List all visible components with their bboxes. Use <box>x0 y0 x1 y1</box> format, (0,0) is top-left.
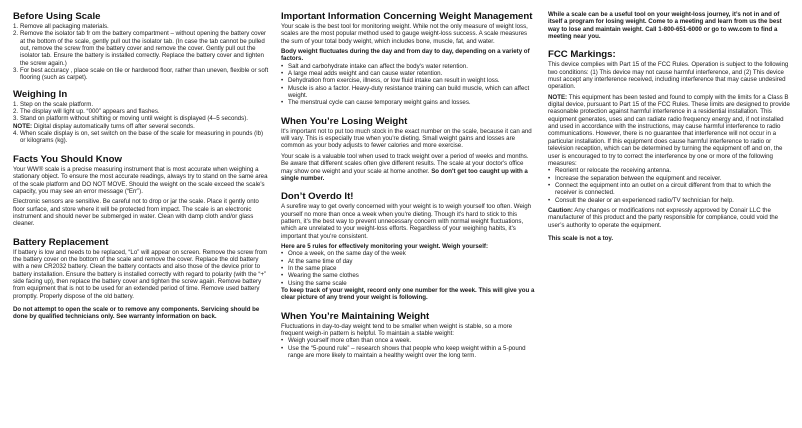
list-item: • Once a week, on the same day of the week <box>281 250 406 258</box>
weighing-in-list <box>13 101 269 123</box>
fcc-paragraph: This device complies with Part 15 of the FCC Rules. Operation is subject to the following two conditions: (1) This device may not cause harmful interference, and (2) This device must accept any interference received, including interference that may cause undesired operation. <box>548 61 789 91</box>
dont-overdo-paragraph: A surefire way to get overly concerned with your weight is to weigh yourself too often. Weigh yourself no more than once a week when you're dieting. Though it's hard to stick to this pattern, it's the best way to prevent unnecessary concern with normal weight fluctuations, which are unrelated to your weight-loss efforts. Regardless of your weighing habits, it's important that you're consistent. <box>281 203 532 240</box>
fcc-measures-list <box>548 167 792 204</box>
before-using-heading: Before Using Scale <box>13 11 101 22</box>
list-item: • A large meal adds weight and can cause water retention. <box>281 70 443 78</box>
list-item: 2. The display will light up. “000” appears and flashes. <box>13 108 160 116</box>
list-item: 1. Remove all packaging materials. <box>13 23 109 30</box>
fcc-heading: FCC Markings: <box>548 49 616 61</box>
dont-overdo-heading: Don’t Overdo It! <box>281 191 354 203</box>
rules-footer: To keep track of your weight, record only one number for the week. This will give you a clear picture of any trend your weight is following. <box>281 286 535 302</box>
battery-paragraph: If battery is low and needs to be replaced, “Lo” will appear on screen. Remove the screw from the battery cover on the bottom of the scale and remove the cover. Replace the old battery with a new CR2032 battery. Clean the battery contacts and also those of the device prior to battery installation. Ensure the battery is installed correctly with regard to polarity (with the “+” side facing up), then replace the battery cover and tighten the screw again. Remove battery from equipment that is not to be used for an extended period of time. Remove used battery promptly. Properly dispose of the old battery. <box>13 248 268 300</box>
list-item: • Reorient or relocate the receiving antenna. <box>548 167 672 175</box>
list-item: • Weigh yourself more often than once a week. <box>281 337 412 345</box>
not-a-toy-notice: This scale is not a toy. <box>548 234 614 242</box>
list-item: • Dehydration from exercise, illness, or low fluid intake can result in weight loss. <box>281 77 500 85</box>
list-item: • Salt and carbohydrate intake can affect the body's water retention. <box>281 62 468 70</box>
weight-management-paragraph: Your scale is the best tool for monitoring weight. While not the only measure of weight loss, scales are the most popular method used to gauge weight-loss success. A scale measures the sum of your total body weight, which includes bone, muscle, fat, and water. <box>281 23 528 45</box>
battery-warning: Do not attempt to open the scale or to remove any components. Servicing should be done by qualified technicians only. See warranty information on back. <box>13 305 260 321</box>
rules-list <box>281 250 535 287</box>
maintaining-weight-paragraph: Fluctuations in day-to-day weight tend to be smaller when weight is stable, so a more frequent weigh-in pattern is helpful. To maintain a stable weight: <box>281 322 513 337</box>
losing-weight-paragraph: It's important not to put too much stock in the exact number on the scale, because it can and will vary. This is especially true when you're dieting. Small weight gains and losses are common as your body adjusts to fewer calories and more exercise. <box>281 127 532 150</box>
list-item: • Connect the equipment into an outlet on a circuit different from that to which the receiver is connected. <box>548 181 771 197</box>
list-item: • Consult the dealer or an experienced radio/TV technician for help. <box>548 196 734 204</box>
list-item: • Use the “5-pound rule” – research shows that people who keep weight within a 5-pound range are more likely to maintain a healthy weight over the long term. <box>281 344 526 360</box>
caution-paragraph: Caution: Any changes or modifications not expressly approved by Conair LLC the manufacturer of this product and the party responsible for compliance, could void the user’s authority to operate the equipment. <box>548 206 779 229</box>
fluctuation-list <box>281 63 535 107</box>
list-item: 4. When scale display is on, set switch on the base of the scale for measuring in pounds (lb) or kilograms (kg). <box>13 130 264 145</box>
weighing-in-heading: Weighing In <box>13 88 68 100</box>
column-left <box>13 11 269 324</box>
list-item: 1. Step on the scale platform. <box>13 100 94 108</box>
facts-paragraph: Your WW® scale is a precise measuring instrument that is most accurate when weighing a stationary object. To ensure the most accurate readings, always try to stand on the same area of the scale platform and DO NOT MOVE. Should the weight on the scale exceed the scale's capacity, you may see an error message (“Err”). <box>13 165 268 195</box>
column-middle <box>281 11 535 359</box>
column-right <box>548 11 792 245</box>
list-item: • In the same place <box>281 264 337 272</box>
list-item: 2. Remove the isolator tab fr om the battery compartment – without opening the battery cover at the bottom of the scale, gently pull out the isolator tab. (In case the tab cannot be pulled out, remove the screw from the battery cover and remove the cover. Gently pull out the isolator tab. Ensure the battery is installed correctly. Replace the battery cover and tighten the screw again.) <box>13 30 267 67</box>
facts-paragraph: Electronic sensors are sensitive. Be careful not to drop or jar the scale. Place it gently onto floor surface, and store where it will be protected from impact. The scale is an electronic instrument and should never be submerged in water. Clean with damp cloth and/or glass cleaner. <box>13 198 259 228</box>
maintaining-weight-heading: When You’re Maintaining Weight <box>281 310 430 322</box>
weighing-note: NOTE: Digital display automatically turns off after several seconds. <box>13 122 195 130</box>
list-item: • At the same time of day <box>281 257 353 265</box>
weight-management-heading: Important Information Concerning Weight Management <box>281 11 533 22</box>
fcc-note: NOTE: This equipment has been tested and found to comply with the limits for a Class B digital device, pursuant to Part 15 of the FCC Rules. These limits are designed to provide reasonable protection against harmful interference in a residential installation. This equipment generates, uses and can radiate radio frequency energy and, if not installed and used in accordance with the instructions, may cause harmful interference to radio communications. However, there is no guarantee that interference will not occur in a particular installation. If this equipment does cause harmful interference to radio or television reception, which can be determined by turning the equipment off and on, the user is encouraged to try to correct the interference by one or more of the following measures: <box>548 93 790 167</box>
list-item: • Increase the separation between the equipment and receiver. <box>548 174 722 182</box>
list-item: • Wearing the same clothes <box>281 272 359 280</box>
fluctuation-heading: Body weight fluctuates during the day and from day to day, depending on a variety of factors. <box>281 48 530 63</box>
before-using-list <box>13 23 269 82</box>
maintaining-list <box>281 337 535 359</box>
list-item: 3. Stand on platform without shifting or moving until weight is displayed (4–5 seconds). <box>13 115 249 123</box>
list-item: • The menstrual cycle can cause temporary weight gains and losses. <box>281 99 471 107</box>
weighing-in-list-continued <box>13 130 269 145</box>
battery-heading: Battery Replacement <box>13 236 109 248</box>
meeting-intro: While a scale can be a useful tool on your weight-loss journey, it’s not in and of itself a program for losing weight. Come to a meeting and learn from us the best way to lose and maintain weight. Call 1-800-651-6000 or go to ww.com to find a meeting near you. <box>548 11 782 41</box>
rules-heading: Here are 5 rules for effectively monitoring your weight. Weigh yourself: <box>281 242 489 250</box>
list-item: 3. For best accuracy , place scale on tile or hardwood floor, rather than uneven, flexible or soft flooring (such as carpet). <box>13 67 269 82</box>
losing-weight-paragraph: Your scale is a valuable tool when used to track weight over a period of weeks and months. Be aware that different scales often give different results. The scale at your doctor's office may show one weight and your scale at home another. So don't get too caught up with a single number. <box>281 152 529 182</box>
facts-heading: Facts You Should Know <box>13 153 122 165</box>
list-item: • Using the same scale <box>281 279 347 287</box>
list-item: • Muscle is also a factor. Heavy-duty resistance training can build muscle, which can affect weight. <box>281 84 530 100</box>
losing-weight-heading: When You’re Losing Weight <box>281 115 408 127</box>
